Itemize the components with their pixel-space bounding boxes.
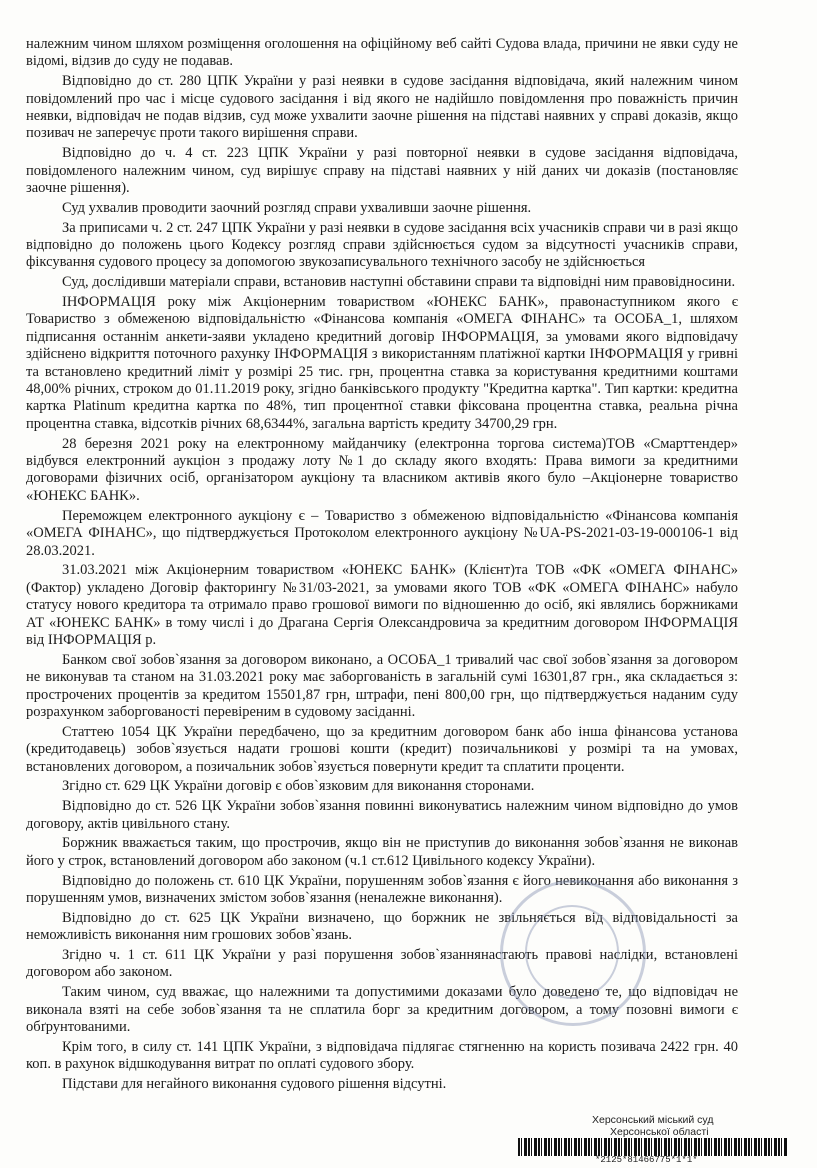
paragraph-art612: Боржник вважається таким, що прострочив, якщо він не приступив до виконання зобов`язання не виконав його у строк, встановлений договором або законом (ч.1 ст.612 Цивільного кодексу України). [26, 835, 738, 869]
paragraph-art223: Відповідно до ч. 4 ст. 223 ЦПК України у разі повторної неявки в судове засідання відповідача, повідомленого належним чином, суд вирішує справу на підставі наявних у ній даних чи доказів (постановляє заочне рішення). [26, 145, 738, 197]
paragraph-debt: Банком свої зобов`язання за договором виконано, а ОСОБА_1 тривалий час свої зобов`язання за договором не виконував та станом на 31.03.2021 року має заборгованість в загальній сумі 16301,87 грн., яка складається з: прострочених процентів за кредитом 15501,87 грн, штрафи, пені 800,00 грн, що підтверджується наданим суду розрахунком заборгованості перевіреним в судовому засіданні. [26, 651, 738, 720]
barcode-number: *2125*81466775*1*1* [595, 1155, 698, 1165]
document-barcode [518, 1138, 788, 1156]
court-region: Херсонської області [610, 1126, 709, 1138]
paragraph-absentee-decision: Суд ухвалив проводити заочний розгляд справи ухваливши заочне рішення. [62, 199, 532, 216]
paragraph-art629: Згідно ст. 629 ЦК України договір є обов`язковим для виконання сторонами. [62, 778, 535, 795]
paragraph-art280: Відповідно до ст. 280 ЦПК України у разі неявки в судове засідання відповідача, який належним чином повідомлений про час і місце судового засідання і від якого не надійшло повідомлення про поважність причин неявки, відповідач не подав відзив, суд може ухвалити заочне рішення на підставі наявних у справі доказів, якщо позивач не заперечує проти такого вирішення справи. [26, 73, 738, 142]
paragraph-art247: За приписами ч. 2 ст. 247 ЦПК України у разі неявки в судове засідання всіх учасників справи чи в разі якщо відповідно до положень цього Кодексу розгляд справи здійснюється судом за відсутності учасників справи, фіксування судового процесу за допомогою звукозаписувального технічного засобу не здійснюється [26, 219, 738, 271]
paragraph-immediate-execution: Підстави для негайного виконання судового рішення відсутні. [62, 1075, 447, 1092]
paragraph-credit-agreement: ІНФОРМАЦІЯ року між Акціонерним товариством «ЮНЕКС БАНК», правонаступником якого є Товариство з обмеженою відповідальністю «Фінансова компанія «ОМЕГА ФІНАНС» та ОСОБА_1, шляхом підписання останнім анкети-заяви укладено кредитний договір ІНФОРМАЦІЯ, за умовами якого відповідачу здійснено відкриття поточного рахунку ІНФОРМАЦІЯ з використанням платіжної картки ІНФОРМАЦІЯ у гривні та встановлено кредитний ліміт у розмірі 25 тис. грн, процентна ставка за користування кредитними коштами 48,00% річних, строком до 01.11.2019 року, згідно банківського продукту "Кредитна картка". Тип картки: кредитна картка Platinum кредитна картка по 48%, тип процентної ставки фіксована процентна ставка, реальна річна процентна ставка, відсотків річних 68,6344%, загальна вартість кредиту 34700,29 грн. [26, 294, 738, 432]
court-seal-stamp [500, 880, 646, 1026]
paragraph-art610: Відповідно до положень ст. 610 ЦК України, порушенням зобов`язання є його невиконання або виконання з порушенням умов, визначених змістом зобов`язання (неналежне виконання). [26, 872, 738, 906]
paragraph-art611: Згідно ч. 1 ст. 611 ЦК України у разі порушення зобов`язаннянастають правові наслідки, встановлені договором або законом. [26, 946, 738, 981]
paragraph-conclusion: Таким чином, суд вважає, що належними та допустимими доказами було доведено те, що відповідач не виконала взяті на себе зобов`язання та не сплатила борг за кредитним договором, а тому позовні вимоги є обґрунтованими. [26, 984, 738, 1035]
paragraph-court-fee: Крім того, в силу ст. 141 ЦПК України, з відповідача підлягає стягненню на користь позивача 2422 грн. 40 коп. в рахунок відшкодування витрат по оплаті судового збору. [26, 1038, 738, 1073]
paragraph-intro: належним чином шляхом розміщення оголошення на офіційному веб сайті Судова влада, причини не явки суду не відомі, відзив до суду не подавав. [26, 36, 738, 70]
paragraph-auction-winner: Переможцем електронного аукціону є – Товариство з обмеженою відповідальністю «Фінансова компанія «ОМЕГА ФІНАНС», що підтверджується Протоколом електронного аукціону №UA-PS-2021-03-19-000106-1 від 28.03.2021. [26, 507, 738, 559]
paragraph-circumstances: Суд, дослідивши матеріали справи, встановив наступні обставини справи та відповідні ним правовідносини. [62, 274, 736, 291]
court-seal-inner-ring [525, 905, 619, 999]
paragraph-art625: Відповідно до ст. 625 ЦК України визначено, що боржник не звільняється від відповідальності за неможливість виконання ним грошових зобов`язань. [26, 909, 738, 944]
paragraph-art1054: Статтею 1054 ЦК України передбачено, що за кредитним договором банк або інша фінансова установа (кредитодавець) зобов`язується надати грошові кошти (кредит) позичальникові у розмірі та на умовах, встановлених договором, а позичальник зобов`язується повернути кредит та сплатити проценти. [26, 723, 738, 775]
court-name: Херсонський міський суд [592, 1114, 714, 1126]
paragraph-auction: 28 березня 2021 року на електронному майданчику (електронна торгова система)ТОВ «Смарттендер» відбувся електронний аукціон з продажу лоту №1 до складу якого входять: Права вимоги за кредитними договорами фізичних осіб, організатором аукціону та власником активів якого було –Акціонерне товариство «ЮНЕКС БАНК». [26, 435, 738, 504]
paragraph-factoring: 31.03.2021 між Акціонерним товариством «ЮНЕКС БАНК» (Клієнт)та ТОВ «ФК «ОМЕГА ФІНАНС» (Фактор) укладено Договір факторингу №31/03-2021, за умовами якого ТОВ «ФК «ОМЕГА ФІНАНС» набуло статусу нового кредитора та отримало право грошової вимоги по відношенню до осіб, які являлись боржниками АТ «ЮНЕКС БАНК» в тому числі і до Драгана Сергія Олександровича за кредитним договором ІНФОРМАЦІЯ від ІНФОРМАЦІЯ р. [26, 562, 738, 648]
paragraph-art526: Відповідно до ст. 526 ЦК України зобов`язання повинні виконуватись належним чином відповідно до умов договору, актів цивільного стану. [26, 798, 738, 832]
court-footer [592, 1114, 713, 1138]
